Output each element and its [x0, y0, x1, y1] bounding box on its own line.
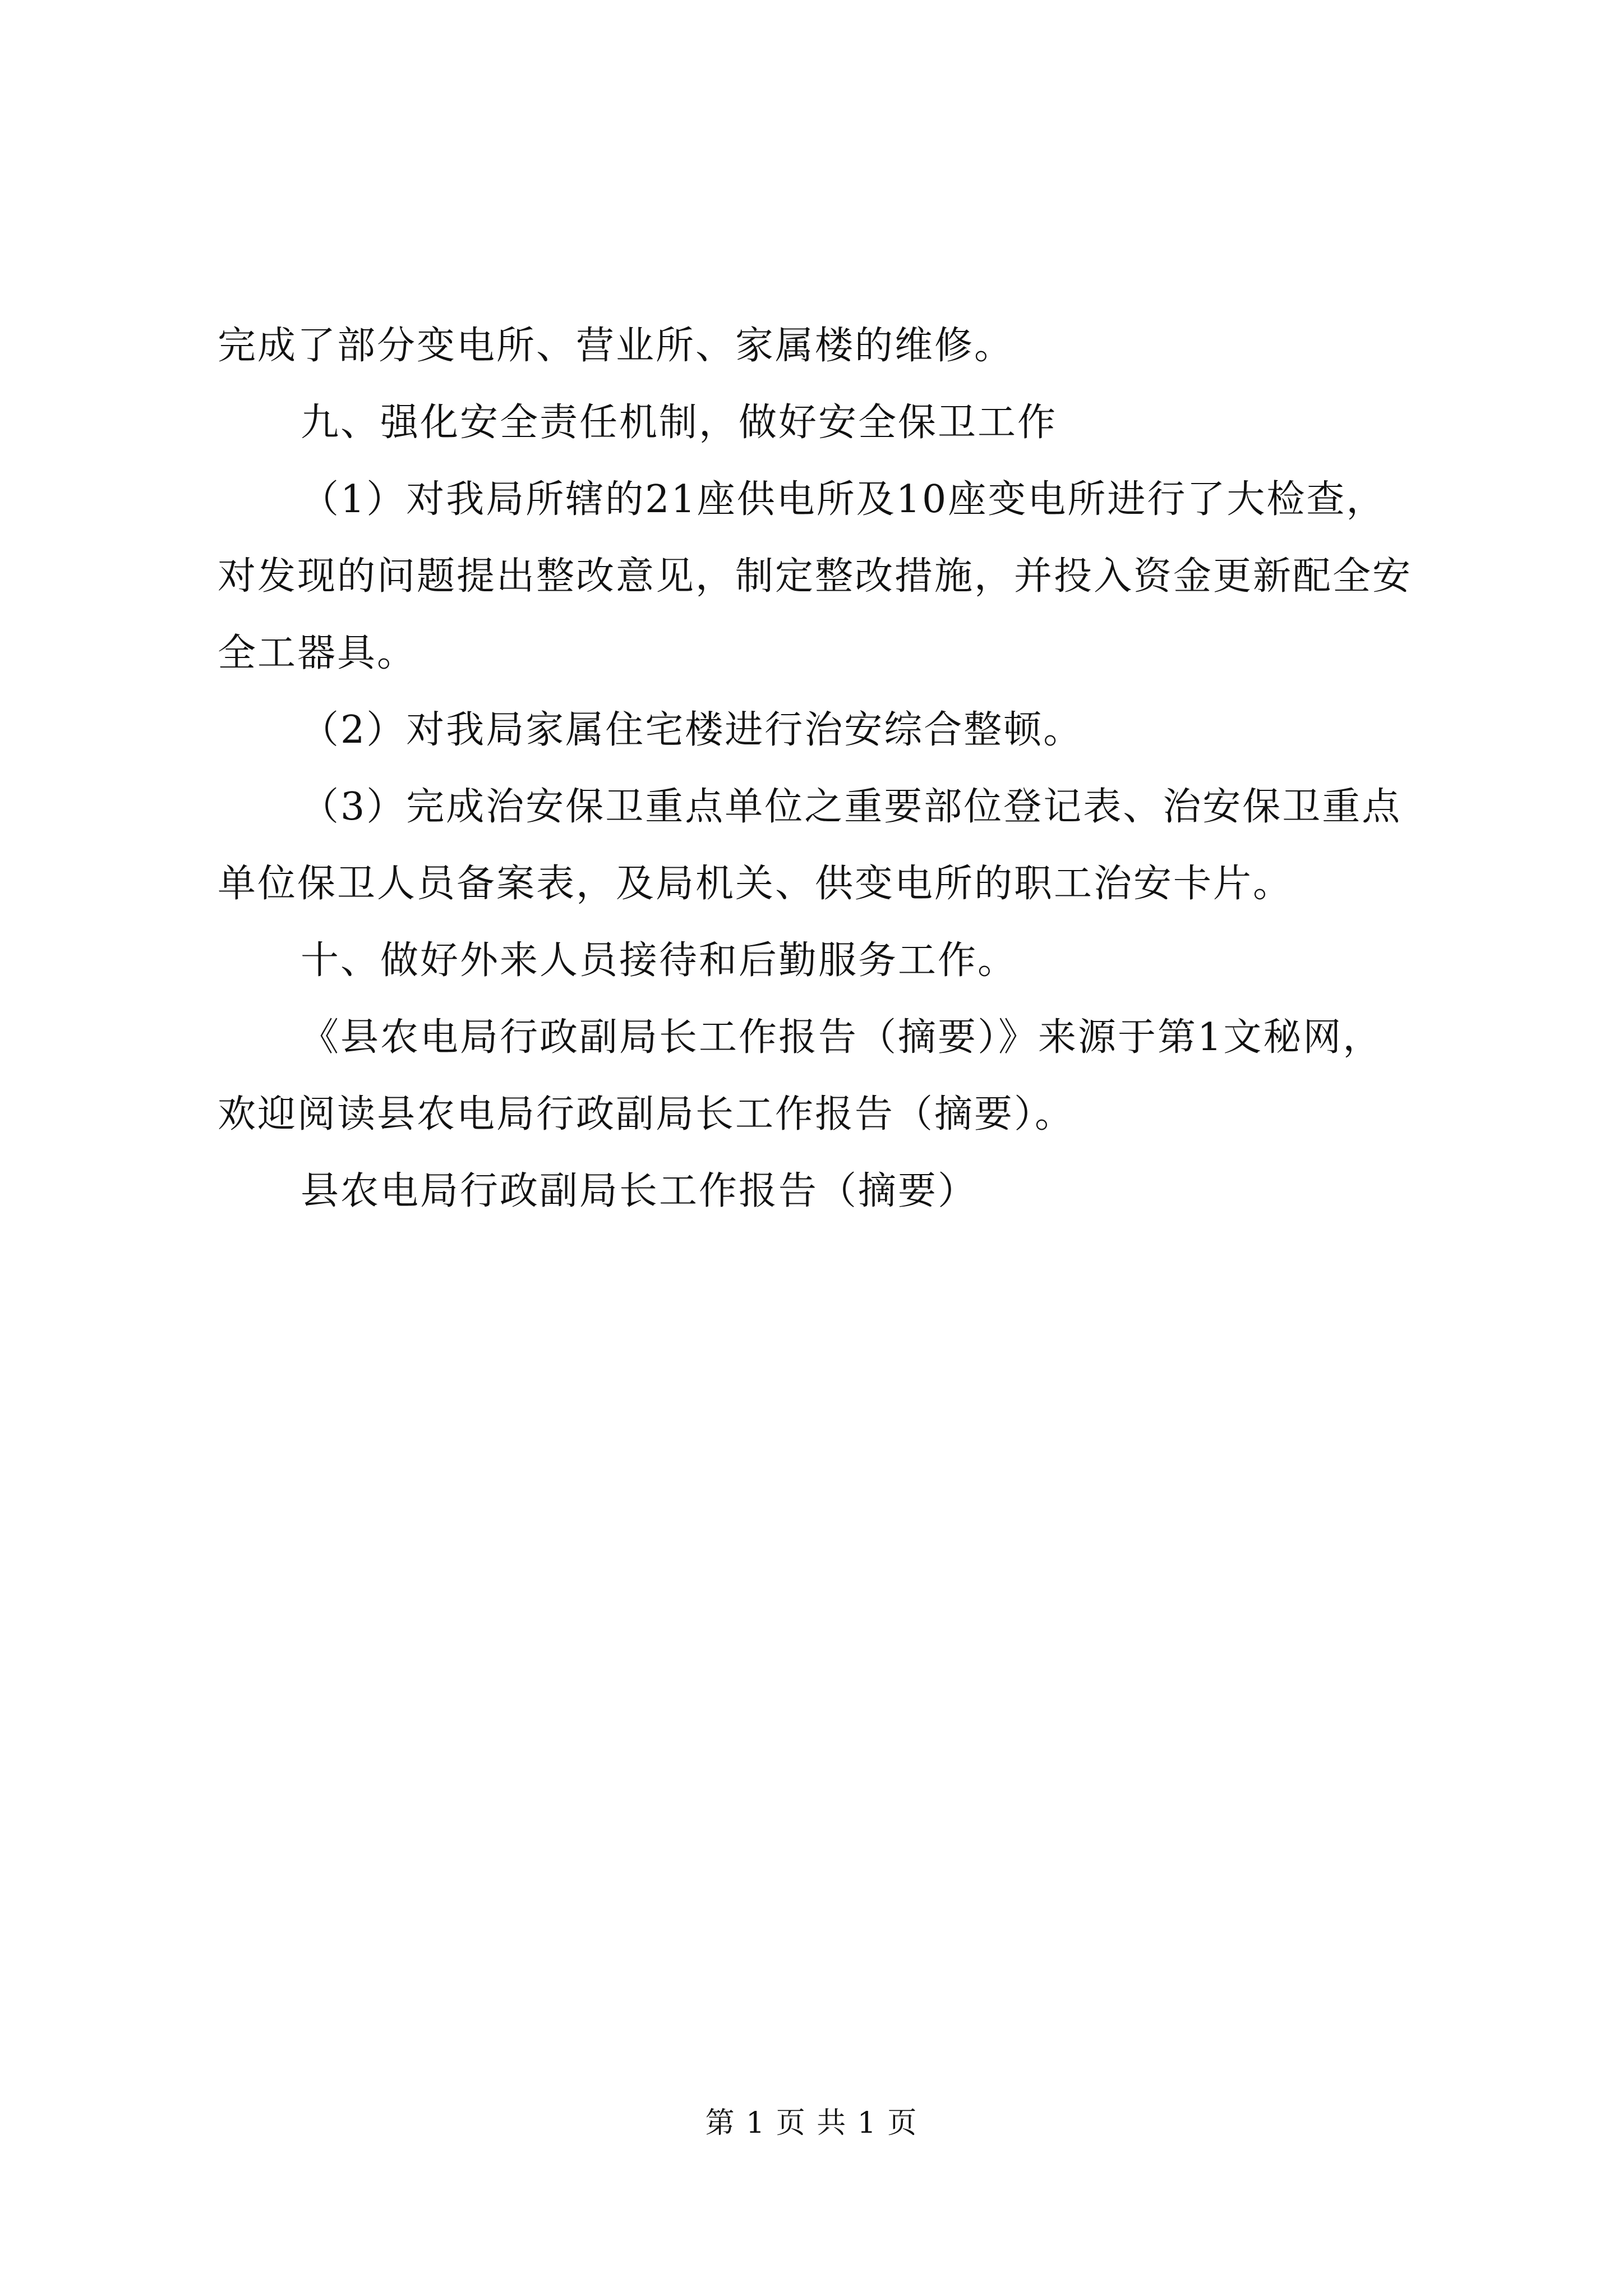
paragraph-item-1: （1）对我局所辖的21座供电所及10座变电所进行了大检查，对发现的问题提出整改意见，制定整改措施，并投入资金更新配全安全工器具。 — [218, 477, 1413, 675]
section-heading-ten: 十、做好外来人员接待和后勤服务工作。 — [301, 938, 1018, 983]
paragraph-item-3: （3）完成治安保卫重点单位之重要部位登记表、治安保卫重点单位保卫人员备案表，及局机关、供变电所的职工治安卡片。 — [218, 785, 1402, 906]
paragraph-item-2: （2）对我局家属住宅楼进行治安综合整顿。 — [301, 708, 1083, 752]
page-footer: 第 1 页 共 1 页 — [705, 2106, 918, 2140]
document-title-line: 县农电局行政副局长工作报告（摘要） — [301, 1169, 978, 1213]
source-note: 《县农电局行政副局长工作报告（摘要）》来源于第1文秘网，欢迎阅读县农电局行政副局长工作报告（摘要）。 — [218, 1015, 1383, 1137]
section-heading-nine: 九、强化安全责任机制，做好安全保卫工作 — [301, 401, 1058, 445]
document-body — [218, 307, 1418, 1230]
paragraph-continuation: 完成了部分变电所、营业所、家属楼的维修。 — [218, 324, 1015, 368]
